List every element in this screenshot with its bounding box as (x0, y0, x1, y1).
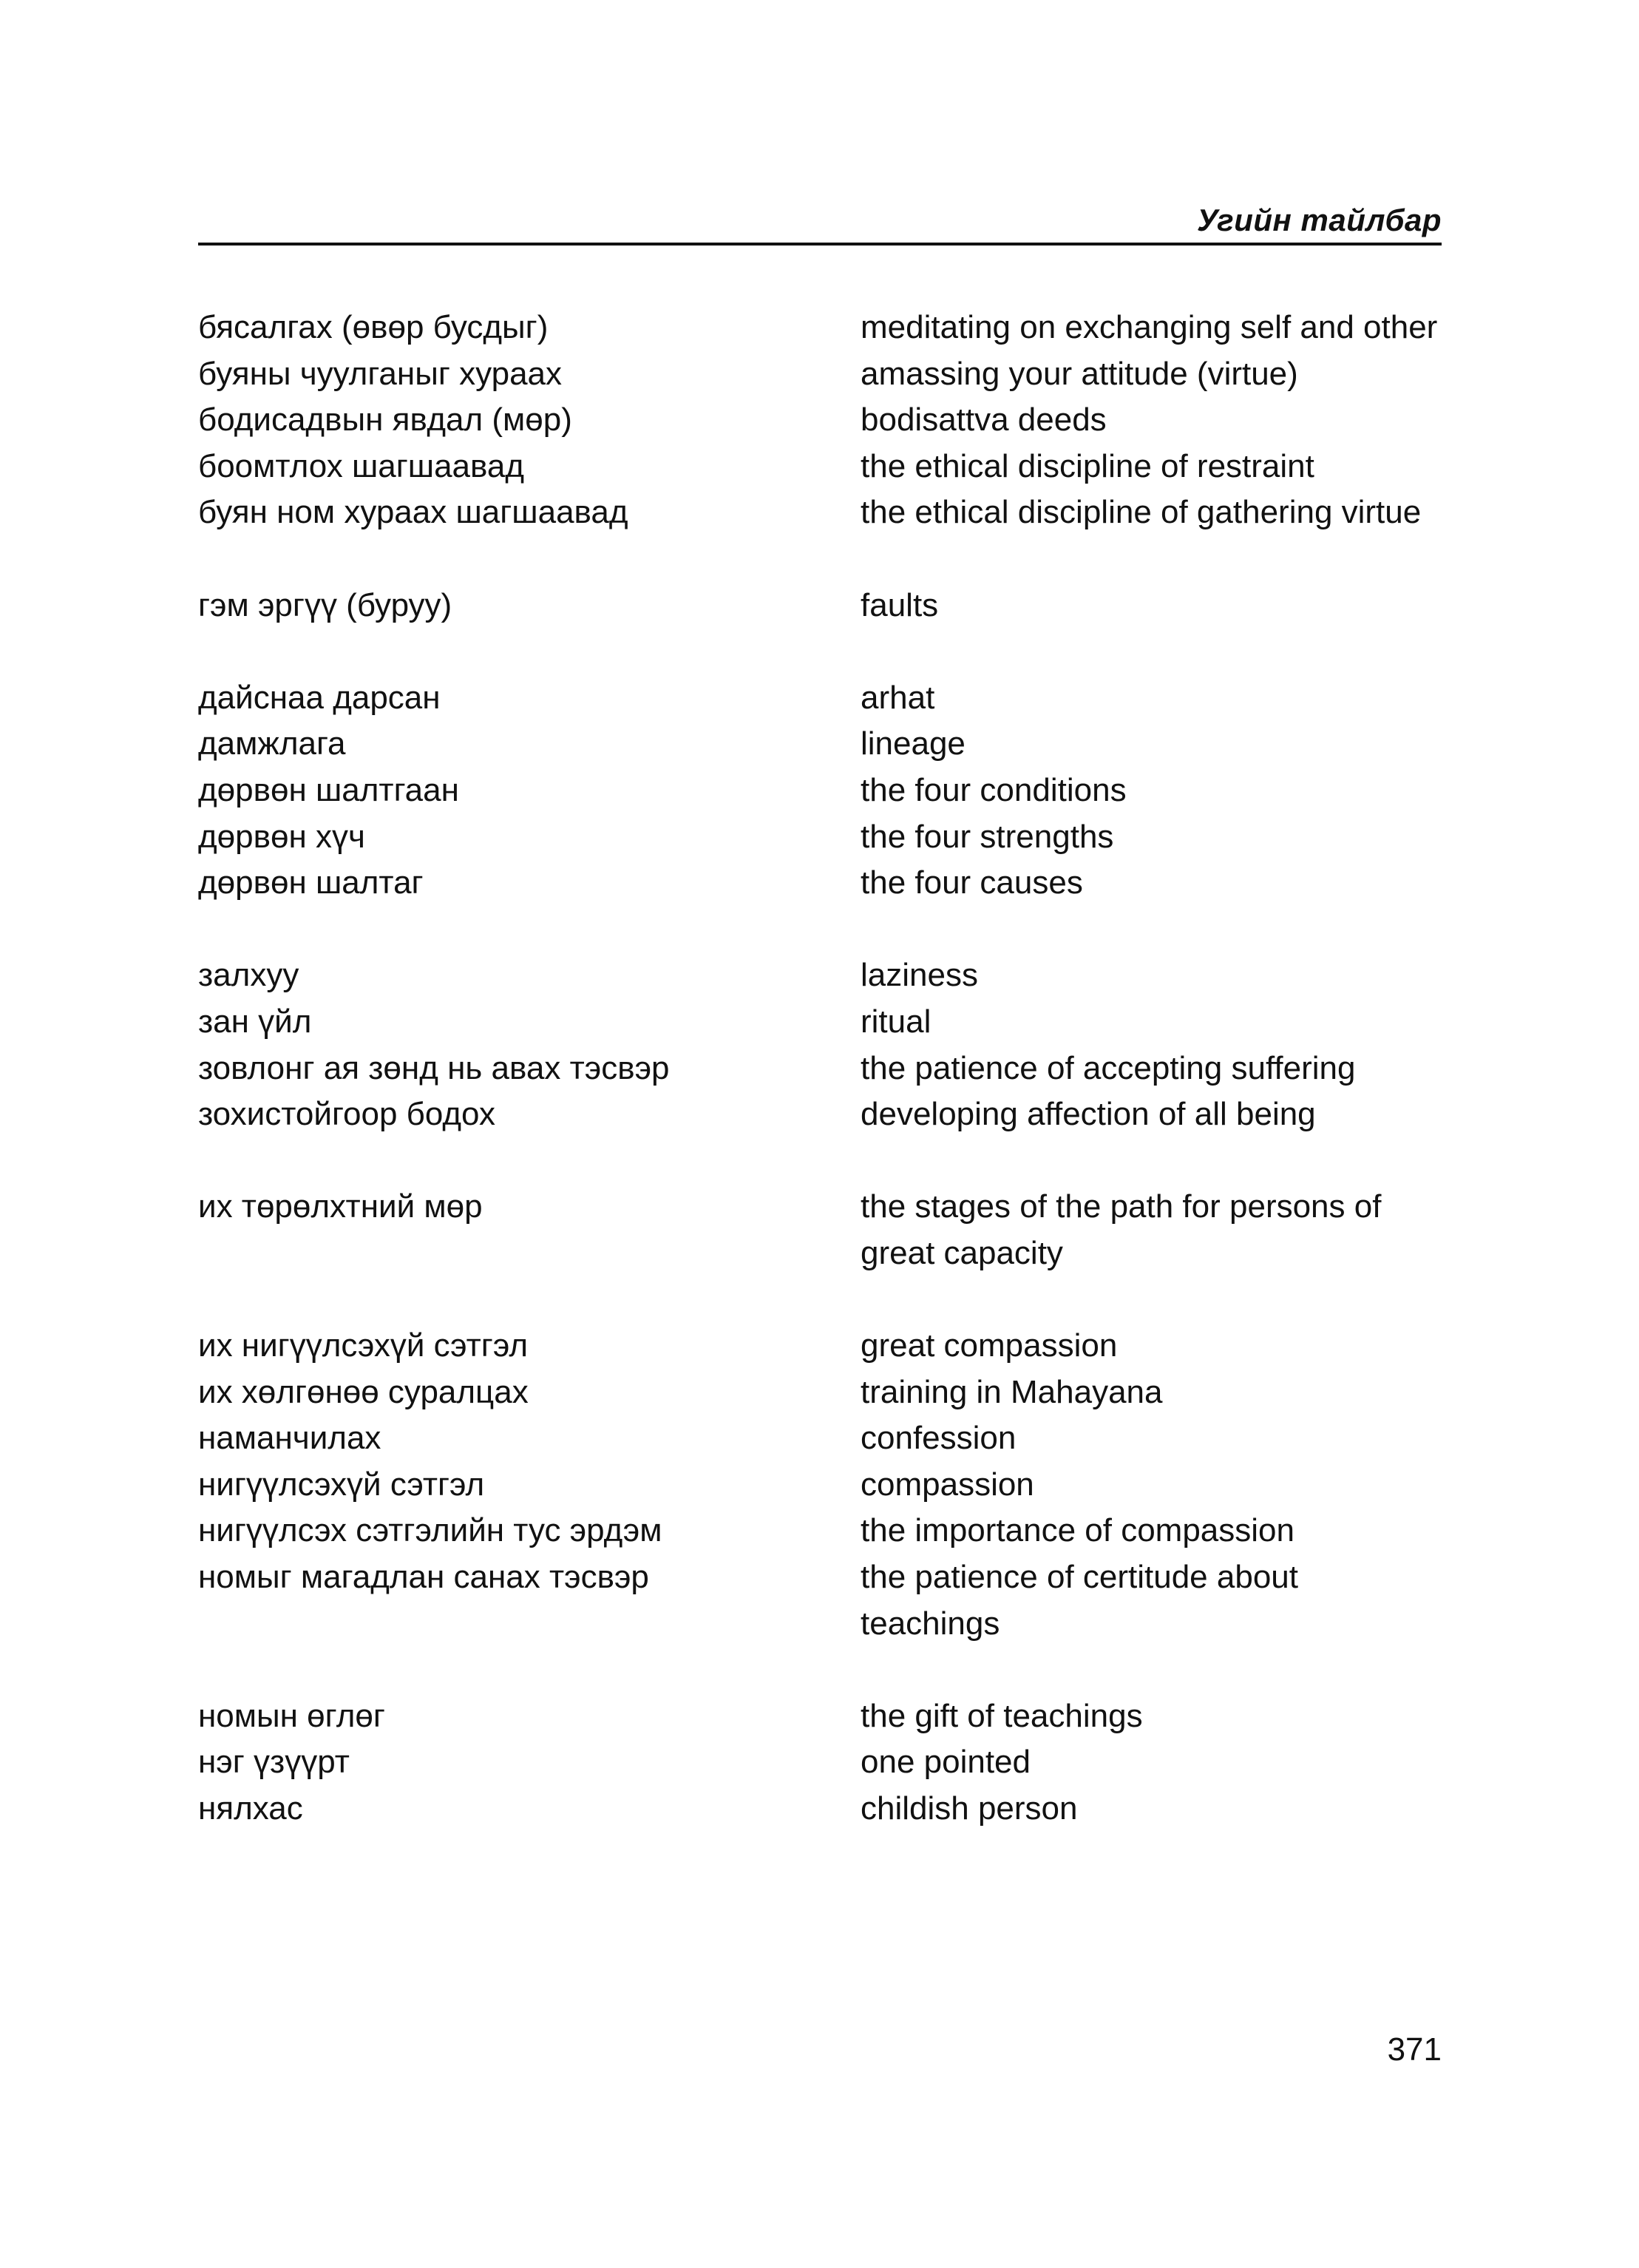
glossary-entry (198, 1786, 1442, 1832)
mongolian-term: буяны чуулганыг хураах (198, 355, 563, 392)
english-translation: the patience of certitude about teachings (861, 1559, 1298, 1642)
glossary-entry (198, 768, 1442, 814)
english-translation: meditating on exchanging self and other (861, 309, 1438, 345)
english-translation: the importance of compassion (861, 1512, 1294, 1549)
mongolian-term: бодисадвын явдал (мөр) (198, 402, 572, 439)
mongolian-term: дөрвөн хүч (198, 818, 365, 855)
english-translation: faults (861, 586, 939, 623)
english-translation: training in Mahayana (861, 1373, 1163, 1410)
glossary-entry (198, 1184, 1442, 1276)
mongolian-term: номын өглөг (198, 1697, 385, 1734)
english-translation: laziness (861, 957, 978, 994)
english-translation: one pointed (861, 1744, 1031, 1781)
mongolian-term: их хөлгөнөө суралцах (198, 1373, 529, 1410)
glossary-entry (198, 583, 1442, 629)
mongolian-term: буян ном хураах шагшаавад (198, 494, 628, 531)
glossary-entry (198, 1739, 1442, 1786)
english-translation: the four strengths (861, 818, 1114, 855)
glossary-entry (198, 1693, 1442, 1740)
english-translation: amassing your attitude (virtue) (861, 355, 1298, 392)
glossary-entry (198, 1415, 1442, 1462)
english-translation: the four causes (861, 864, 1083, 901)
mongolian-term: гэм эргүү (буруу) (198, 586, 452, 623)
glossary-entry (198, 490, 1442, 536)
mongolian-term: залхуу (198, 957, 299, 994)
english-translation: lineage (861, 725, 966, 762)
running-header-title: Угийн тайлбар (1196, 203, 1442, 237)
english-translation: the patience of accepting suffering (861, 1049, 1356, 1086)
glossary-entry (198, 1370, 1442, 1416)
glossary-group (198, 583, 1442, 629)
mongolian-term: наманчилах (198, 1420, 381, 1457)
mongolian-term: нигүүлсэх сэтгэлийн тус эрдэм (198, 1512, 662, 1549)
glossary-entry (198, 721, 1442, 768)
mongolian-term: дөрвөн шалтгаан (198, 771, 459, 808)
english-translation: childish person (861, 1790, 1078, 1827)
glossary-entry (198, 999, 1442, 1046)
header-rule (198, 243, 1442, 246)
glossary-entry (198, 1462, 1442, 1509)
english-translation: great compassion (861, 1327, 1118, 1364)
glossary-entry (198, 860, 1442, 907)
english-translation: arhat (861, 679, 935, 716)
glossary-entry (198, 675, 1442, 722)
glossary-group (198, 1323, 1442, 1647)
glossary-entry (198, 1091, 1442, 1138)
english-translation: ritual (861, 1003, 932, 1040)
glossary-group (198, 952, 1442, 1137)
glossary-entry (198, 1323, 1442, 1370)
english-translation: compassion (861, 1466, 1034, 1503)
mongolian-term: их төрөлхтний мөр (198, 1188, 483, 1225)
mongolian-term: их нигүүлсэхүй сэтгэл (198, 1327, 528, 1364)
english-translation: the ethical discipline of gathering virtue (861, 494, 1422, 531)
glossary-entry (198, 1508, 1442, 1554)
mongolian-term: номыг магадлан санах тэсвэр (198, 1559, 649, 1596)
glossary-entry (198, 305, 1442, 351)
page-number: 371 (1387, 2031, 1442, 2068)
english-translation: the stages of the path for persons of great capacity (861, 1188, 1382, 1271)
glossary-list (198, 305, 1442, 1832)
english-translation: confession (861, 1420, 1017, 1457)
glossary-group (198, 1693, 1442, 1832)
mongolian-term: дөрвөн шалтаг (198, 864, 424, 901)
mongolian-term: нигүүлсэхүй сэтгэл (198, 1466, 485, 1503)
running-header (198, 194, 1442, 246)
glossary-entry (198, 351, 1442, 398)
glossary-entry (198, 1554, 1442, 1647)
mongolian-term: боомтлох шагшаавад (198, 447, 525, 484)
glossary-group (198, 1184, 1442, 1276)
mongolian-term: дайснаа дарсан (198, 679, 441, 716)
mongolian-term: зан үйл (198, 1003, 312, 1040)
glossary-entry (198, 1046, 1442, 1092)
mongolian-term: нэг үзүүрт (198, 1744, 350, 1781)
mongolian-term: дамжлага (198, 725, 346, 762)
english-translation: the gift of teachings (861, 1697, 1143, 1734)
mongolian-term: нялхас (198, 1790, 303, 1827)
glossary-group (198, 675, 1442, 907)
glossary-entry (198, 444, 1442, 490)
english-translation: the four conditions (861, 771, 1127, 808)
glossary-group (198, 305, 1442, 536)
english-translation: developing affection of all being (861, 1096, 1316, 1133)
glossary-entry (198, 397, 1442, 444)
english-translation: the ethical discipline of restraint (861, 447, 1314, 484)
mongolian-term: бясалгах (өвөр бусдыг) (198, 309, 549, 345)
english-translation: bodisattva deeds (861, 402, 1107, 439)
glossary-entry (198, 814, 1442, 861)
mongolian-term: зовлонг ая зөнд нь авах тэсвэр (198, 1049, 670, 1086)
glossary-entry (198, 952, 1442, 999)
mongolian-term: зохистойгоор бодох (198, 1096, 496, 1133)
